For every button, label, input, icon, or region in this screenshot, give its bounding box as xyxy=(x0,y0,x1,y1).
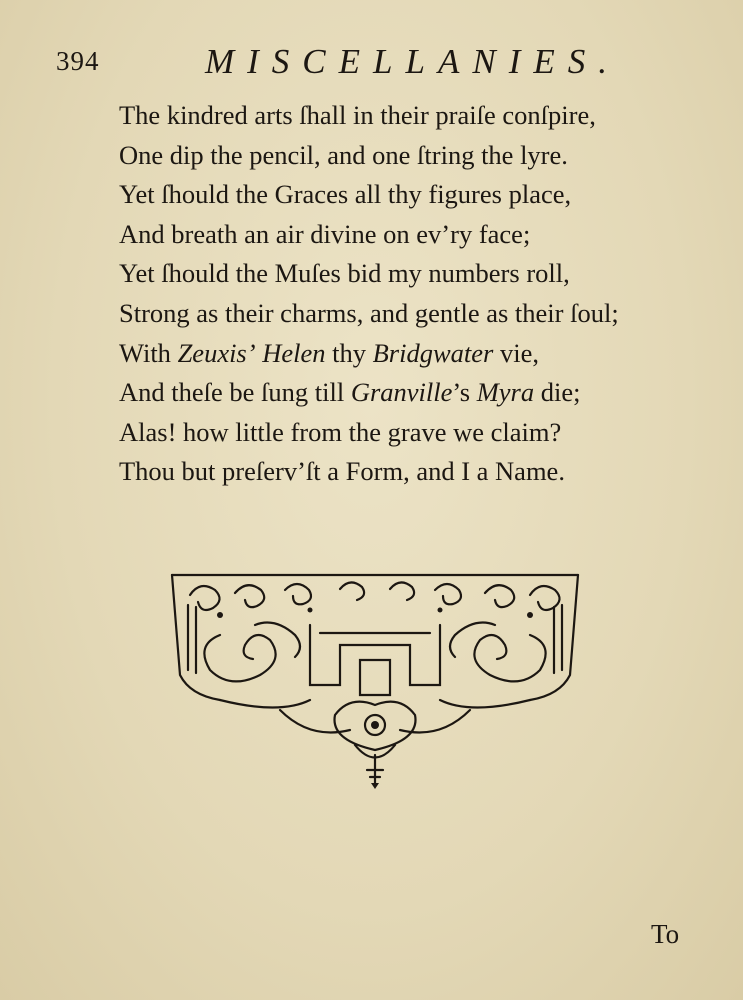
poem-italic-text: Helen xyxy=(262,337,326,368)
poem-text: One dip the pencil, and one ſtring the lyre. xyxy=(119,139,568,170)
poem-line xyxy=(119,254,719,294)
poem-line xyxy=(119,96,719,136)
poem-text: With xyxy=(119,337,178,368)
poem-line xyxy=(119,215,719,255)
poem-italic-text: Myra xyxy=(476,377,535,408)
poem-text: The kindred arts ſhall in their praiſe conſpire, xyxy=(119,100,596,130)
poem-line xyxy=(119,136,719,176)
poem-italic-text: Bridgwater xyxy=(372,337,494,368)
poem-line xyxy=(119,334,719,374)
poem-text: vie, xyxy=(493,337,539,368)
poem-line xyxy=(119,294,719,334)
poem-text: thy xyxy=(325,337,373,368)
poem-text: Yet ſhould the Muſes bid my numbers roll, xyxy=(119,258,570,289)
poem-italic-text: Granville xyxy=(350,377,453,408)
poem-text: die; xyxy=(534,377,581,408)
running-head: MISCELLANIES. xyxy=(205,42,620,81)
poem xyxy=(119,96,719,492)
page-number: 394 xyxy=(56,46,100,76)
poem-text: Yet ſhould the Graces all thy figures place, xyxy=(119,179,572,210)
poem-line xyxy=(119,413,719,453)
catchword: To xyxy=(651,919,680,949)
poem-italic-text: Zeuxis’ xyxy=(177,337,256,368)
poem-text: Strong as their charms, and gentle as their ſoul; xyxy=(119,297,619,328)
decorative-tailpiece-icon xyxy=(160,565,590,790)
poem-text: Alas! how little from the grave we claim? xyxy=(119,416,562,447)
poem-line xyxy=(119,452,719,492)
poem-text: Thou but preſerv’ſt a Form, and I a Name. xyxy=(119,456,565,487)
poem-text: And theſe be ſung till xyxy=(119,377,351,408)
poem-text: ’s xyxy=(452,377,477,408)
poem-text: And breath an air divine on ev’ry face; xyxy=(119,218,531,249)
poem-line xyxy=(119,175,719,215)
poem-line xyxy=(119,373,719,413)
